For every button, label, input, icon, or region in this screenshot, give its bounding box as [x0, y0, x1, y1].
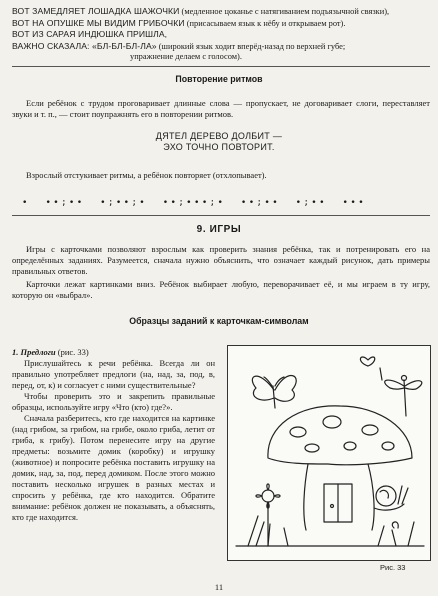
games-para-2: Карточки лежат картинками вниз. Ребёнок выбирает любую, переворачивает её, и мы играем в ту игру, которую он «выбрал».	[12, 279, 430, 300]
verse-block	[12, 6, 432, 63]
snail-drawing	[374, 486, 408, 510]
figure-33	[227, 345, 431, 561]
task-title-line: 1. Предлоги (рис. 33)	[12, 347, 89, 357]
task-para-1: Прислушайтесь к речи ребёнка. Всегда ли он правильно употребляет предлоги (на, над, за, под, в, перед, от, к) и согласует с ними существительные?	[12, 358, 215, 390]
rhythm-verse-line-2: ЭХО ТОЧНО ПОВТОРИТ.	[163, 142, 275, 152]
butterfly-drawing	[252, 376, 296, 408]
tasks-subheading: Образцы заданий к карточкам-символам	[129, 316, 309, 326]
section-title-games: 9. ИГРЫ	[196, 224, 242, 235]
mushroom-cap-drawing	[268, 406, 412, 465]
task-para-3: Сначала разберитесь, кто где находится на картинке (над грибом, за грибом, на грибе, около гриба, летит от гриба, к грибу). Потом перенесите игру на другие предметы: возьмите домик (коробку) и игрушку (животное) и попросите ребёнка поставить игрушку на домик, над, за, под, перед домиком. После этого можно поставить несколько игрушек в разных местах и спросить у ребёнка, где кто находится. Обратите внимание: ребёнок должен не показывать, а объяснять, кто где находится.	[12, 413, 215, 522]
task-prepositions	[12, 347, 215, 523]
verse-line-2: ВОТ НА ОПУШКЕ МЫ ВИДИМ ГРИБОЧКИ (присасываем язык к нёбу и открываем рот).	[12, 17, 346, 28]
mushroom-illustration	[228, 346, 430, 560]
divider-middle	[12, 215, 430, 216]
rhythm-instruction: Взрослый отстукивает ритмы, а ребёнок повторяет (отхлопывает).	[26, 170, 267, 180]
figure-caption: Рис. 33	[380, 563, 406, 572]
verse-line-3: ВОТ ИЗ САРАЯ ИНДЮШКА ПРИШЛА,	[12, 29, 168, 40]
task-para-2: Чтобы проверить это и закрепить правильные образцы, используйте игру «Что (кто) где?».	[12, 391, 215, 412]
page-number: 11	[214, 582, 224, 592]
grass-drawing	[236, 516, 424, 546]
games-para-1: Игры с карточками позволяют взрослым как проверить знания ребёнка, так и потренировать его на определённых заданиях. Разумеется, сначала нужно объяснить, что означает каждый рисунок, дать примеры правильных ответов.	[12, 244, 430, 276]
verse-line-1: ВОТ ЗАМЕДЛЯЕТ ЛОШАДКА ШАЖОЧКИ (медленное цоканье с натягиванием подъязычной связки),	[12, 6, 390, 16]
verse-line-4: ВАЖНО СКАЗАЛА: «БЛ-БЛ-БЛ-ЛА» (широкий язык ходит вперёд-назад по верхней губе;	[12, 40, 346, 51]
verse-line-5: упражнение делаем с голосом).	[130, 52, 242, 62]
dragonfly-drawing	[385, 376, 422, 417]
rhythm-heading: Повторение ритмов	[175, 74, 263, 84]
rhythm-verse-line-1: ДЯТЕЛ ДЕРЕВО ДОЛБИТ —	[155, 131, 283, 141]
small-flower-drawing	[392, 522, 398, 528]
rhythm-pattern: • ••;•• •;••;• ••;•••;• ••;•• •;•• •••	[22, 198, 367, 208]
mushroom-stem-drawing	[304, 464, 374, 530]
divider-top	[12, 66, 430, 67]
rhythm-intro: Если ребёнок с трудом проговаривает длинные слова — пропускает, не договаривает слоги, переставляет звуки и т. п., — стоит поупражнять его в повторении ритмов.	[12, 98, 430, 119]
